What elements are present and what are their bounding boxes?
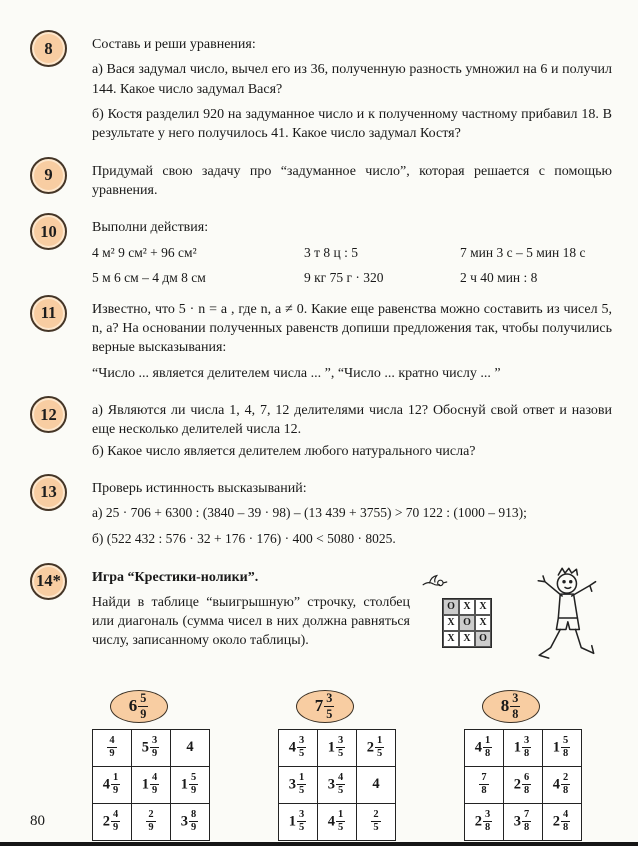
fraction: $\frac{2}{9}$ <box>148 808 154 833</box>
problem-8-number-badge: 8 <box>30 30 67 67</box>
boy-illustration <box>522 566 608 676</box>
fraction: 3 8 <box>512 691 519 721</box>
fraction: $\frac{3}{5}$ <box>338 734 344 759</box>
problem-10-number-badge: 10 <box>30 213 67 250</box>
problem-14-content <box>92 563 612 680</box>
fraction: $\frac{3}{8}$ <box>485 808 491 833</box>
fraction-table <box>464 729 582 841</box>
fraction-cell: 1 $\frac{3}{5}$ <box>279 803 318 840</box>
fraction-cell: 2 $\frac{3}{8}$ <box>465 803 504 840</box>
fraction-table <box>278 729 396 841</box>
math-expression: 7 мин 3 с – 5 мин 18 с <box>460 244 586 260</box>
fraction: $\frac{5}{8}$ <box>563 734 569 759</box>
problem-14-illustrations <box>418 568 612 680</box>
problem-10-content <box>92 213 612 288</box>
fraction-tables-row <box>92 690 612 841</box>
fraction-cell: 4 $\frac{2}{8}$ <box>543 766 582 803</box>
fraction-cell: 3 $\frac{7}{8}$ <box>504 803 543 840</box>
fraction-cell: 1 $\frac{3}{5}$ <box>318 729 357 766</box>
ttt-cell: X <box>459 599 475 615</box>
problem-11-content <box>92 295 612 389</box>
fraction: 5 9 <box>140 691 147 721</box>
math-expression: 2 ч 40 мин : 8 <box>460 270 538 286</box>
problem-11-number-badge: 11 <box>30 295 67 332</box>
fraction: $\frac{2}{8}$ <box>563 771 569 796</box>
ttt-cell: X <box>475 599 491 615</box>
fraction-cell: 1 $\frac{5}{8}$ <box>543 729 582 766</box>
problem-13-line-b: б) (522 432 : 576 · 32 + 176 · 176) · 400 < 5080 · 8025. <box>92 530 396 546</box>
badge-column <box>30 295 92 389</box>
fraction-cell <box>357 803 396 840</box>
problem-13-line-a: а) 25 · 706 + 6300 : (3840 – 39 · 98) – (13 439 + 3755) > 70 122 : (1000 – 913); <box>92 505 527 521</box>
fraction: 3 5 <box>326 691 333 721</box>
problem-13-number-badge: 13 <box>30 474 67 511</box>
badge-column <box>30 30 92 150</box>
badge-column <box>30 563 92 680</box>
fraction-table-block <box>464 690 582 841</box>
ttt-cell: X <box>443 631 459 647</box>
badge-column <box>30 474 92 556</box>
problem-12-content <box>92 396 612 467</box>
fraction-cell: 4 <box>171 729 210 766</box>
problem-12-number-badge: 12 <box>30 396 67 433</box>
fraction-cell: 4 $\frac{1}{9}$ <box>93 766 132 803</box>
fraction: $\frac{5}{9}$ <box>191 771 197 796</box>
target-sum-label: 6 5 9 <box>110 690 168 723</box>
ttt-cell: X <box>459 631 475 647</box>
math-expression: 3 т 8 ц : 5 <box>304 244 358 260</box>
ttt-cell: X <box>475 615 491 631</box>
problem-14-number-badge: 14* <box>30 563 67 600</box>
problem-13 <box>30 474 612 556</box>
fraction: $\frac{3}{8}$ <box>524 734 530 759</box>
fraction: $\frac{1}{8}$ <box>485 734 491 759</box>
fraction-cell: 2 $\frac{4}{9}$ <box>93 803 132 840</box>
problem-9-text: Придумай свою задачу про “задуманное число”, которая решается с помощью уравнения. <box>92 163 612 198</box>
bird-illustration <box>420 572 448 598</box>
problem-14-text-block <box>92 568 410 680</box>
math-expression: 4 м² 9 см² + 96 см² <box>92 244 197 260</box>
problem-11-text: Известно, что 5 · n = a , где n, a ≠ 0. Какие еще равенства можно составить из чисел 5, n, a? На основании полученных равенств допиши предложения так, чтобы получились верные высказывания: <box>92 301 612 356</box>
fraction-table-block <box>278 690 396 841</box>
fraction: $\frac{4}{8}$ <box>563 808 569 833</box>
fraction: $\frac{3}{9}$ <box>152 734 158 759</box>
fraction-cell: 2 $\frac{6}{8}$ <box>504 766 543 803</box>
fraction: $\frac{1}{9}$ <box>113 771 119 796</box>
fraction: $\frac{6}{8}$ <box>524 771 530 796</box>
math-expression: 9 кг 75 г · 320 <box>304 270 384 286</box>
problem-12-part-b: б) Какое число является делителем любого натурального числа? <box>92 443 476 459</box>
fraction-cell: 2 $\frac{1}{5}$ <box>357 729 396 766</box>
problem-8-content <box>92 30 612 150</box>
problem-11-quotes: “Число ... является делителем числа ... ”, “Число ... кратно числу ... ” <box>92 365 501 381</box>
fraction: $\frac{3}{5}$ <box>299 808 305 833</box>
fraction: $\frac{8}{9}$ <box>191 808 197 833</box>
problem-12-part-a: а) Являются ли числа 1, 4, 7, 12 делителями числа 12? Обоснуй свой ответ и назови еще несколько делителей числа 12. <box>92 403 612 438</box>
fraction: $\frac{1}{5}$ <box>338 808 344 833</box>
ttt-cell: X <box>443 615 459 631</box>
fraction-cell: 2 $\frac{4}{8}$ <box>543 803 582 840</box>
problem-9 <box>30 157 612 207</box>
fraction: $\frac{7}{8}$ <box>481 771 487 796</box>
problem-12 <box>30 396 612 467</box>
fraction-cell: 1 $\frac{5}{9}$ <box>171 766 210 803</box>
fraction-cell <box>465 766 504 803</box>
problem-14-text: Найди в таблице “выигрышную” строчку, столбец или диагональ (сумма чисел в них должна равняться числу, записанному около таблицы). <box>92 594 410 649</box>
fraction-table <box>92 729 210 841</box>
fraction-cell: 3 $\frac{4}{5}$ <box>318 766 357 803</box>
fraction: $\frac{1}{5}$ <box>377 734 383 759</box>
fraction-cell: 4 $\frac{1}{8}$ <box>465 729 504 766</box>
badge-column <box>30 157 92 207</box>
fraction-cell: 4 $\frac{1}{5}$ <box>318 803 357 840</box>
fraction: $\frac{2}{5}$ <box>373 808 379 833</box>
fraction-cell: 1 $\frac{4}{9}$ <box>132 766 171 803</box>
problem-14-title: Игра “Крестики-нолики”. <box>92 569 259 585</box>
fraction-cell: 3 $\frac{1}{5}$ <box>279 766 318 803</box>
problem-10-title: Выполни действия: <box>92 220 209 236</box>
problem-13-content <box>92 474 612 556</box>
page-number: 80 <box>30 813 45 829</box>
problem-11 <box>30 295 612 389</box>
problem-13-title: Проверь истинность высказываний: <box>92 480 307 496</box>
fraction-cell: 4 <box>357 766 396 803</box>
tic-tac-toe-demo-grid <box>442 598 492 648</box>
fraction: $\frac{4}{9}$ <box>152 771 158 796</box>
expressions-grid <box>92 244 612 288</box>
ttt-cell: O <box>459 615 475 631</box>
problem-14 <box>30 563 612 680</box>
math-expression: 5 м 6 см – 4 дм 8 см <box>92 270 206 286</box>
problem-8 <box>30 30 612 150</box>
problem-9-number-badge: 9 <box>30 157 67 194</box>
fraction: $\frac{4}{9}$ <box>109 734 115 759</box>
badge-column <box>30 396 92 467</box>
fraction: $\frac{1}{5}$ <box>299 771 305 796</box>
problem-8-part-a: а) Вася задумал число, вычел его из 36, полученную разность умножил на 6 и получил 144. Какое число задумал Вася? <box>92 62 612 97</box>
ttt-cell: O <box>475 631 491 647</box>
problem-8-title: Составь и реши уравнения: <box>92 37 256 52</box>
fraction: $\frac{4}{9}$ <box>113 808 119 833</box>
fraction-cell: 1 $\frac{3}{8}$ <box>504 729 543 766</box>
problem-10 <box>30 213 612 288</box>
ttt-cell: O <box>443 599 459 615</box>
fraction: $\frac{4}{5}$ <box>338 771 344 796</box>
target-sum-label: 7 3 5 <box>296 690 354 723</box>
fraction: $\frac{7}{8}$ <box>524 808 530 833</box>
fraction-table-block <box>92 690 210 841</box>
fraction-cell <box>132 803 171 840</box>
fraction: $\frac{3}{5}$ <box>299 734 305 759</box>
badge-column <box>30 213 92 288</box>
fraction-cell: 5 $\frac{3}{9}$ <box>132 729 171 766</box>
fraction-cell: 3 $\frac{8}{9}$ <box>171 803 210 840</box>
fraction-cell: 4 $\frac{3}{5}$ <box>279 729 318 766</box>
problem-9-content <box>92 157 612 207</box>
fraction-cell <box>93 729 132 766</box>
target-sum-label: 8 3 8 <box>482 690 540 723</box>
problem-8-part-b: б) Костя разделил 920 на задуманное число и к полученному частному прибавил 18. В результате у него получилось 41. Какое число задумал Костя? <box>92 106 612 142</box>
